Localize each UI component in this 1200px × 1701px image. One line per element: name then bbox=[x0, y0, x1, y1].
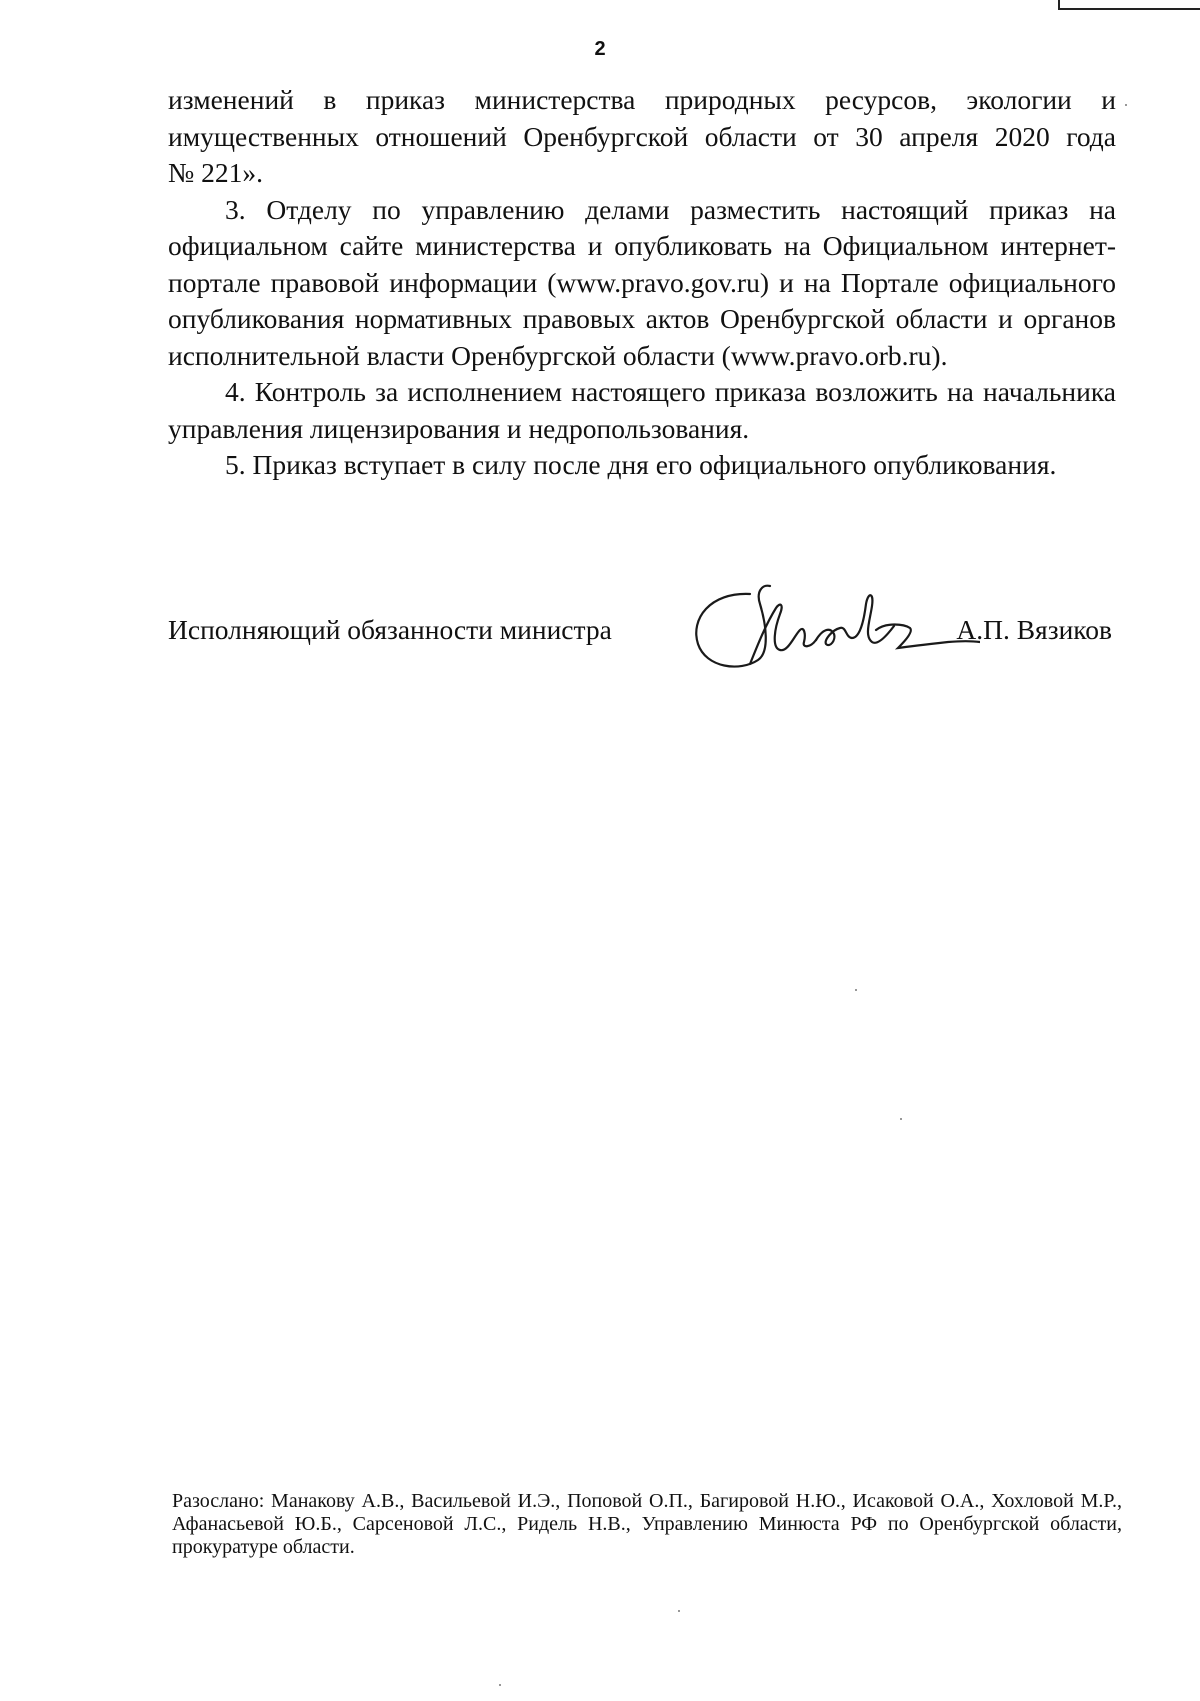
scan-speck bbox=[678, 1610, 680, 1612]
distribution-list: Разослано: Манакову А.В., Васильевой И.Э., Поповой О.П., Багировой Н.Ю., Исаковой О.А., Хохловой М.Р., Афанасьевой Ю.Б., Сарсеновой Л.С., Ридель Н.В., Управлению Минюста РФ по Оренбургской области, прокуратуре области. bbox=[172, 1490, 1122, 1558]
paragraph-5-effective-date: 5. Приказ вступает в силу после дня его официального опубликования. bbox=[225, 449, 1057, 480]
page-number: 2 bbox=[594, 38, 606, 60]
paragraph-4-control: 4. Контроль за исполнением настоящего приказа возложить на начальника управления лицензирования и недропользования. bbox=[168, 376, 1116, 444]
scan-speck bbox=[499, 1684, 501, 1686]
page-corner-border bbox=[1058, 0, 1200, 10]
continuation-paragraph bbox=[168, 82, 1116, 192]
document-body bbox=[168, 82, 1116, 484]
scan-speck bbox=[900, 1118, 902, 1120]
signatory-name: А.П. Вязиков bbox=[956, 614, 1112, 645]
paragraph-3-publication: 3. Отделу по управлению делами разместить настоящий приказ на официальном сайте министерства и опубликовать на Официальном интернет-портале правовой информации (www.pravo.gov.ru) и на Портале официального опубликования нормативных правовых актов Оренбургской области и органов исполнительной власти Оренбургской области (www.pravo.orb.ru). bbox=[168, 193, 1116, 371]
signatory-position: Исполняющий обязанности министра bbox=[168, 614, 612, 645]
handwritten-signature bbox=[680, 564, 980, 684]
signature-block bbox=[168, 604, 1116, 684]
continuation-line: изменений в приказ министерства природных ресурсов, экологии и bbox=[168, 84, 1116, 115]
continuation-line: № 221». bbox=[168, 157, 263, 188]
scan-speck bbox=[855, 989, 857, 991]
scan-speck bbox=[1125, 104, 1127, 106]
continuation-line: имущественных отношений Оренбургской области от 30 апреля 2020 года bbox=[168, 120, 1116, 152]
